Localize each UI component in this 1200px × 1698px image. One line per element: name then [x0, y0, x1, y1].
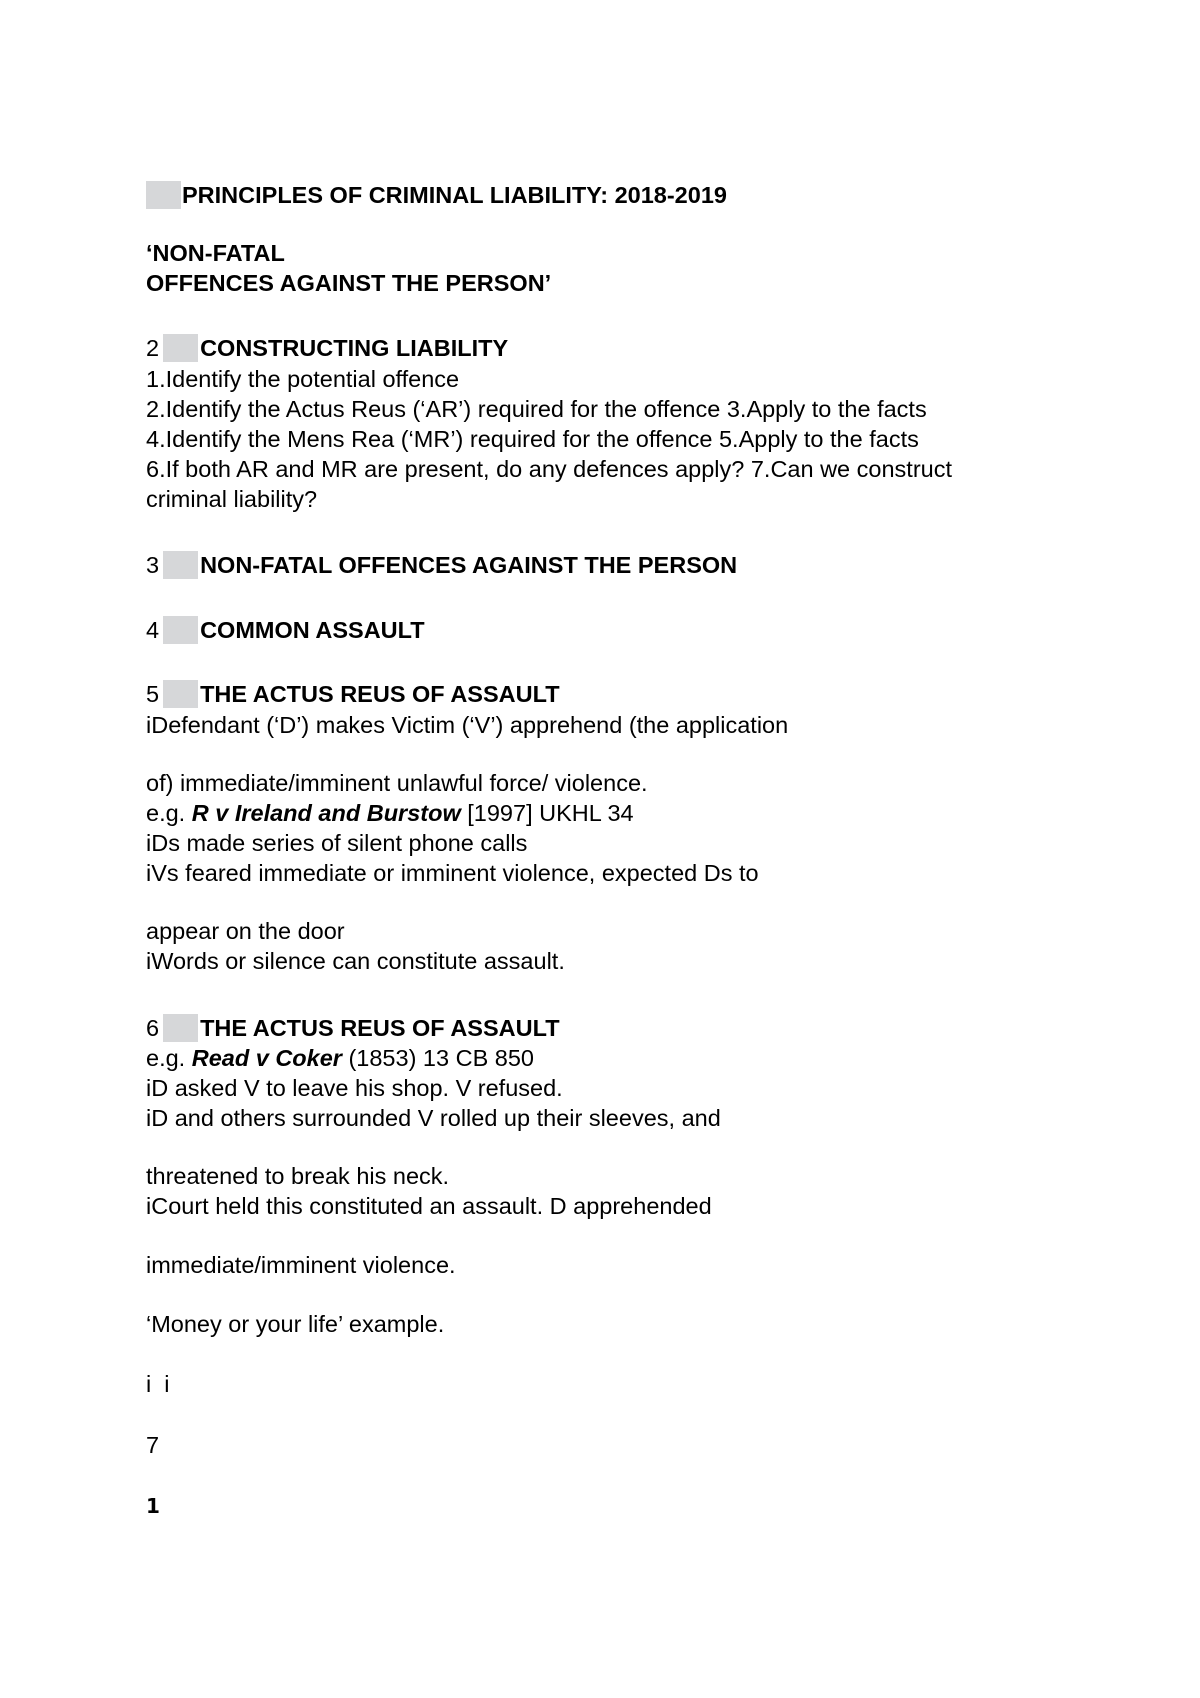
section-number: 5 [146, 681, 160, 707]
slide-placeholder-icon [163, 616, 198, 644]
section-number: 6 [146, 1015, 160, 1041]
section-heading-text: CONSTRUCTING LIABILITY [200, 335, 509, 361]
document-title-line [146, 180, 727, 210]
trailing-section-number: 7 [146, 1432, 160, 1458]
section-6-line: iD and others surrounded V rolled up their sleeves, and [146, 1105, 721, 1131]
section-heading-text: THE ACTUS REUS OF ASSAULT [200, 681, 560, 707]
section-2-line: 6.If both AR and MR are present, do any defences apply? 7.Can we construct [146, 456, 952, 482]
case-name: Read v Coker [191, 1045, 342, 1071]
case-prefix: e.g. [146, 1045, 192, 1071]
section-6-case-line [146, 1043, 534, 1073]
section-6-heading [146, 1013, 560, 1043]
section-5-line: appear on the door [146, 918, 345, 944]
section-6-line: immediate/imminent violence. [146, 1252, 456, 1278]
section-number: 2 [146, 335, 160, 361]
subtitle-line-2: OFFENCES AGAINST THE PERSON’ [146, 270, 552, 296]
section-5-heading [146, 679, 560, 709]
document-title: PRINCIPLES OF CRIMINAL LIABILITY: 2018-2019 [182, 182, 727, 208]
subtitle-line-1: ‘NON-FATAL [146, 240, 285, 266]
slide-placeholder-icon [163, 680, 198, 708]
section-6-line: ‘Money or your life’ example. [146, 1311, 445, 1337]
section-5-line: iWords or silence can constitute assault. [146, 948, 565, 974]
section-2-line: 1.Identify the potential offence [146, 366, 460, 392]
section-heading-text: COMMON ASSAULT [200, 617, 425, 643]
section-5-line: of) immediate/imminent unlawful force/ violence. [146, 770, 648, 796]
section-2-line: 2.Identify the Actus Reus (‘AR’) required for the offence 3.Apply to the facts [146, 396, 927, 422]
section-6-line: i i [146, 1371, 170, 1397]
page-number: 1 [146, 1494, 160, 1518]
section-6-line: iCourt held this constituted an assault. D apprehended [146, 1193, 712, 1219]
section-number: 4 [146, 617, 160, 643]
case-prefix: e.g. [146, 800, 192, 826]
slide-placeholder-icon [163, 1014, 198, 1042]
section-heading-text: THE ACTUS REUS OF ASSAULT [200, 1015, 560, 1041]
section-4-heading [146, 615, 425, 645]
section-heading-text: NON-FATAL OFFENCES AGAINST THE PERSON [200, 552, 738, 578]
slide-placeholder-icon [163, 334, 198, 362]
section-5-line: iDefendant (‘D’) makes Victim (‘V’) apprehend (the application [146, 712, 789, 738]
section-5-line: iDs made series of silent phone calls [146, 830, 528, 856]
section-6-line: iD asked V to leave his shop. V refused. [146, 1075, 563, 1101]
section-6-line: threatened to break his neck. [146, 1163, 450, 1189]
case-citation: (1853) 13 CB 850 [341, 1045, 534, 1071]
section-2-heading [146, 333, 508, 363]
section-number: 3 [146, 552, 160, 578]
case-citation: [1997] UKHL 34 [460, 800, 634, 826]
case-name: R v Ireland and Burstow [191, 800, 461, 826]
section-5-line: iVs feared immediate or imminent violence, expected Ds to [146, 860, 759, 886]
slide-placeholder-icon [146, 181, 181, 209]
section-5-case-line [146, 798, 634, 828]
section-2-line: 4.Identify the Mens Rea (‘MR’) required for the offence 5.Apply to the facts [146, 426, 919, 452]
section-2-line: criminal liability? [146, 486, 318, 512]
slide-placeholder-icon [163, 551, 198, 579]
section-3-heading [146, 550, 737, 580]
